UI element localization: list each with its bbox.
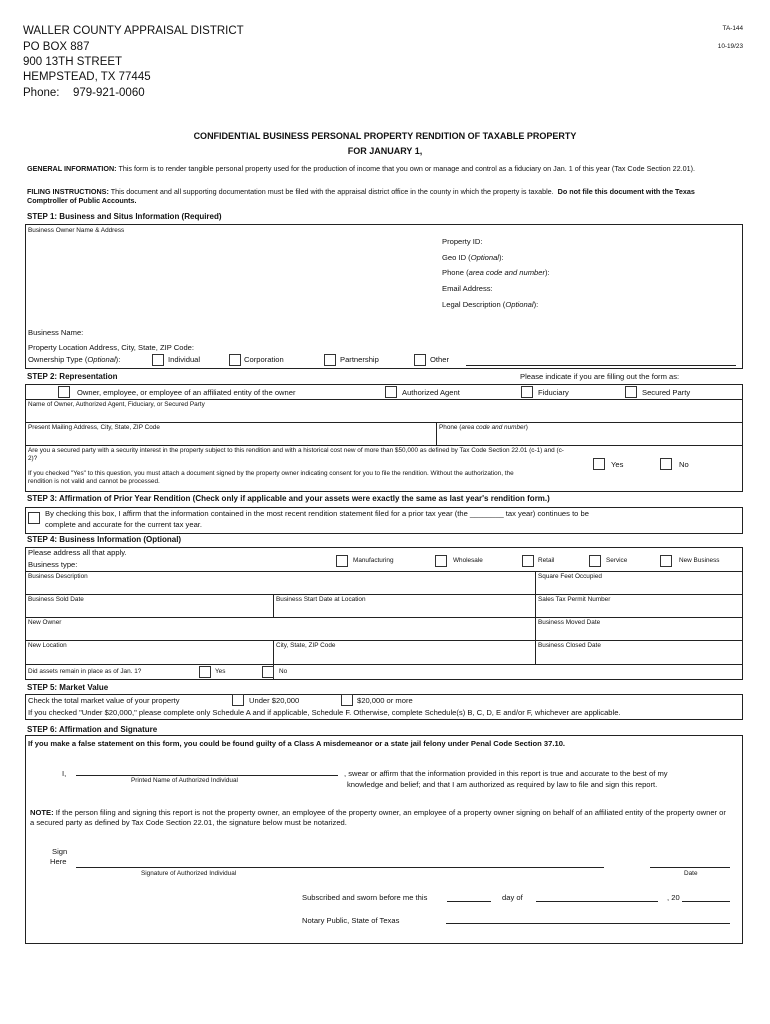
manufacturing-checkbox[interactable] — [336, 555, 348, 567]
new-owner-label: New Owner — [28, 619, 62, 626]
sold-date-label: Business Sold Date — [28, 596, 84, 603]
business-type-label: Business type: — [28, 560, 78, 569]
false-statement-warning: If you make a false statement on this form, you could be found guilty of a Class A misdemeanor or a state jail felony under Penal Code Section 37.10. — [28, 739, 566, 748]
day-of-label: day of — [502, 893, 523, 902]
other-input-line[interactable] — [466, 365, 736, 366]
form-subtitle: FOR JANUARY 1, — [347, 146, 423, 156]
secured-party-question: Are you a secured party with a security interest in the property subject to this rendition and with a historical cost new of more than $50,000 as defined by Tax Code Section 22.01 (c-1) and (c-2)? — [28, 447, 564, 462]
mailing-address-label: Present Mailing Address, City, State, ZIP Code — [28, 424, 160, 431]
secured-party-role-checkbox[interactable] — [625, 386, 637, 398]
day-input-line[interactable] — [447, 901, 491, 902]
email-label: Email Address: — [442, 284, 493, 293]
subscribed-label: Subscribed and sworn before me this — [302, 893, 428, 902]
printed-name-label: Printed Name of Authorized Individual — [131, 777, 238, 784]
signature-input-line[interactable] — [76, 867, 604, 868]
signature-label: Signature of Authorized Individual — [141, 870, 237, 877]
swear-text: , swear or affirm that the information provided in this report is true and accurate to the best of my — [344, 769, 668, 778]
property-id-label: Property ID: — [442, 237, 483, 246]
schedule-note: If you checked "Under $20,000," please complete only Schedule A and if applicable, Schedule F. Otherwise, complete Schedule(s) B, C, D, E and/or F, whichever are applicable. — [28, 708, 621, 717]
prior-year-affirm-checkbox[interactable] — [28, 512, 40, 524]
filling-as-prompt: Please indicate if you are filling out the form as: — [520, 372, 680, 381]
retail-label: Retail — [538, 557, 555, 564]
service-checkbox[interactable] — [589, 555, 601, 567]
phone-number: 979-921-0060 — [73, 87, 145, 99]
manufacturing-label: Manufacturing — [353, 557, 394, 564]
secured-yes-label: Yes — [611, 460, 624, 469]
year-label: , 20 — [667, 893, 680, 902]
i-label: I, — [62, 769, 67, 778]
sales-tax-permit-label: Sales Tax Permit Number — [538, 596, 611, 603]
business-name-label: Business Name: — [28, 328, 84, 337]
owner-role-checkbox[interactable] — [58, 386, 70, 398]
district-name: WALLER COUNTY APPRAISAL DISTRICT — [23, 25, 244, 37]
remain-yes-label: Yes — [215, 668, 226, 675]
secured-party-note: If you checked "Yes" to this question, you must attach a document signed by the property owner indicating consent for you to file the rendition. Without the authorization, the rendition is not valid and cannot be processed. — [28, 470, 514, 485]
other-label: Other — [430, 355, 449, 364]
other-checkbox[interactable] — [414, 354, 426, 366]
remain-no-label: No — [279, 668, 288, 675]
step5-heading: STEP 5: Market Value — [27, 683, 109, 692]
property-location-label: Property Location Address, City, State, ZIP Code: — [28, 343, 195, 352]
prior-year-affirm-text: By checking this box, I affirm that the information contained in the most recent rendition statement filed for a prior tax year (the ________ tax year) continues to be — [45, 509, 589, 518]
notary-label: Notary Public, State of Texas — [302, 916, 400, 925]
step6-heading: STEP 6: Affirmation and Signature — [27, 725, 158, 734]
address-all-label: Please address all that apply. — [28, 548, 127, 557]
secured-no-label: No — [679, 460, 689, 469]
corporation-label: Corporation — [244, 355, 284, 364]
retail-checkbox[interactable] — [522, 555, 534, 567]
business-description-label: Business Description — [28, 573, 88, 580]
legal-description-label: Legal Description (Optional): — [442, 300, 539, 309]
service-label: Service — [606, 557, 628, 564]
rep-phone-label: Phone (area code and number) — [439, 424, 528, 431]
corporation-checkbox[interactable] — [229, 354, 241, 366]
remain-no-checkbox[interactable] — [262, 666, 274, 678]
moved-date-label: Business Moved Date — [538, 619, 601, 626]
owner-name-address-label: Business Owner Name & Address — [28, 227, 125, 234]
owner-role-label: Owner, employee, or employee of an affiliated entity of the owner — [77, 388, 296, 397]
under-20000-label: Under $20,000 — [249, 696, 300, 705]
wholesale-label: Wholesale — [453, 557, 483, 564]
partnership-checkbox[interactable] — [324, 354, 336, 366]
under-20000-checkbox[interactable] — [232, 694, 244, 706]
individual-checkbox[interactable] — [152, 354, 164, 366]
agent-role-label: Authorized Agent — [402, 388, 460, 397]
phone-label: Phone: — [23, 87, 60, 99]
printed-name-input-line[interactable] — [76, 775, 338, 776]
prior-year-affirm-text-2: complete and accurate for the current tax year. — [45, 520, 203, 529]
secured-yes-checkbox[interactable] — [593, 458, 605, 470]
start-date-label: Business Start Date at Location — [276, 596, 366, 603]
fiduciary-role-checkbox[interactable] — [521, 386, 533, 398]
sign-label: Sign — [52, 847, 68, 856]
form-revision-date: 10-19/23 — [717, 43, 743, 50]
form-number: TA-144 — [722, 25, 743, 32]
notary-input-line[interactable] — [446, 923, 730, 924]
swear-text-2: knowledge and belief; and that I am authorized as required by law to file and sign this report. — [347, 780, 658, 789]
general-information: GENERAL INFORMATION: This form is to render tangible personal property used for the production of income that you own or manage and control as a fiduciary on Jan. 1 of this year (Tax Code Section 22.01). — [27, 164, 695, 173]
market-value-prompt: Check the total market value of your property — [28, 696, 180, 705]
representative-name-label: Name of Owner, Authorized Agent, Fiduciary, or Secured Party — [28, 401, 205, 408]
new-business-checkbox[interactable] — [660, 555, 672, 567]
ownership-type-label: Ownership Type (Optional): — [28, 355, 121, 364]
date-label: Date — [684, 870, 698, 877]
partnership-label: Partnership — [340, 355, 379, 364]
filing-instructions: FILING INSTRUCTIONS: This document and all supporting documentation must be filed with the appraisal district office in the county in which the property is taxable. Do not file this document with the Texas Comptroller of Public Accounts. — [27, 187, 695, 205]
month-input-line[interactable] — [536, 901, 658, 902]
agent-role-checkbox[interactable] — [385, 386, 397, 398]
fiduciary-role-label: Fiduciary — [538, 388, 569, 397]
date-input-line[interactable] — [650, 867, 730, 868]
step6-box — [25, 735, 743, 944]
square-feet-label: Square Feet Occupied — [538, 573, 602, 580]
new-location-city-label: City, State, ZIP Code — [276, 642, 336, 649]
city-state-zip: HEMPSTEAD, TX 77445 — [23, 71, 151, 83]
geo-id-label: Geo ID (Optional): — [442, 253, 504, 262]
step4-box — [25, 547, 743, 680]
step2-heading: STEP 2: Representation — [27, 372, 118, 381]
notarize-note: NOTE: If the person filing and signing this report is not the property owner, an employee of the property owner, an employee of a property owner signing on behalf of an affiliated entity of the property owner or a secured party as defined by Tax Code Section 22.01, the signature below must be notarized. — [30, 808, 726, 827]
over-20000-label: $20,000 or more — [357, 696, 413, 705]
secured-party-role-label: Secured Party — [642, 388, 691, 397]
remain-yes-checkbox[interactable] — [199, 666, 211, 678]
form-title: CONFIDENTIAL BUSINESS PERSONAL PROPERTY RENDITION OF TAXABLE PROPERTY — [193, 131, 577, 141]
closed-date-label: Business Closed Date — [538, 642, 601, 649]
new-location-label: New Location — [28, 642, 67, 649]
here-label: Here — [50, 857, 67, 866]
secured-no-checkbox[interactable] — [660, 458, 672, 470]
street-address: 900 13TH STREET — [23, 56, 123, 68]
year-input-line[interactable] — [682, 901, 730, 902]
assets-remain-label: Did assets remain in place as of Jan. 1? — [28, 668, 142, 675]
wholesale-checkbox[interactable] — [435, 555, 447, 567]
phone-field-label: Phone (area code and number): — [442, 268, 550, 277]
new-business-label: New Business — [679, 557, 720, 564]
po-box: PO BOX 887 — [23, 41, 90, 53]
over-20000-checkbox[interactable] — [341, 694, 353, 706]
step3-heading: STEP 3: Affirmation of Prior Year Rendition (Check only if applicable and your assets were exactly the same as last year's rendition form.) — [27, 494, 550, 503]
step4-heading: STEP 4: Business Information (Optional) — [27, 535, 182, 544]
step1-heading: STEP 1: Business and Situs Information (Required) — [27, 212, 222, 221]
individual-label: Individual — [168, 355, 201, 364]
